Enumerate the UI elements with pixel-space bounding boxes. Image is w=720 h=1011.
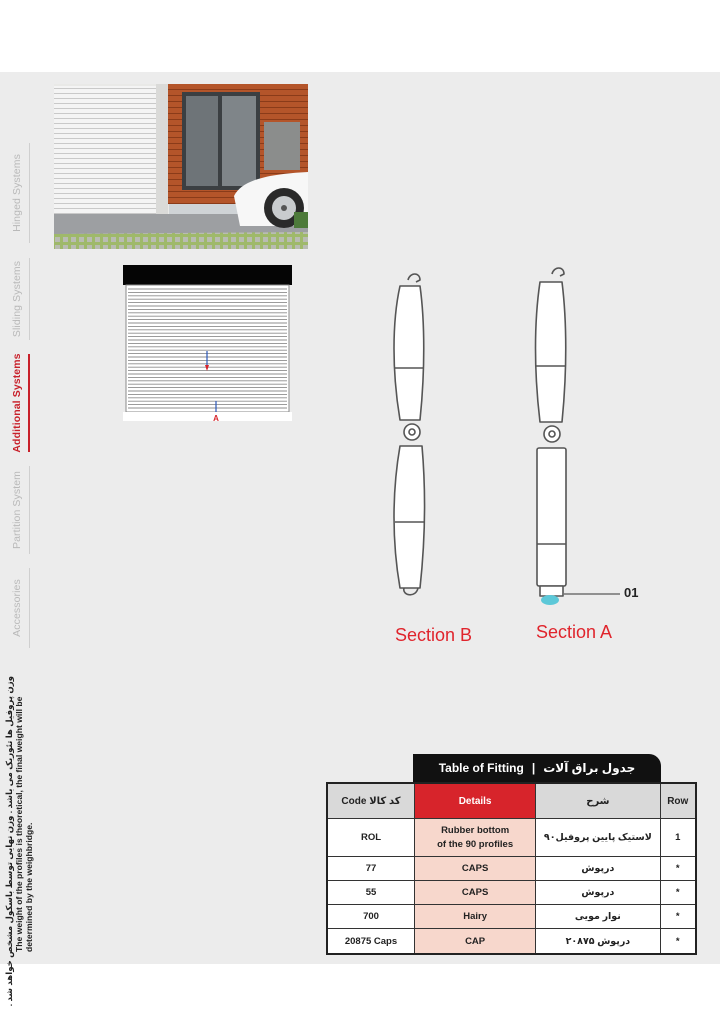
header-details: Details — [414, 783, 535, 819]
shutter-marker-label: A — [213, 414, 219, 421]
shutter-front-view — [123, 265, 292, 421]
table-title-bar — [413, 754, 661, 782]
section-b-label: Section B — [395, 625, 473, 645]
tab-sliding-systems[interactable] — [0, 252, 34, 346]
cell-code: ROL — [327, 819, 414, 857]
tab-additional-systems-label: Additional Systems — [11, 353, 23, 453]
table-title-fa: جدول براق آلات — [543, 761, 636, 775]
rubber-bottom-marker — [541, 595, 559, 605]
table-row — [327, 857, 696, 881]
table-row — [327, 905, 696, 929]
tab-accessories-label: Accessories — [11, 579, 23, 637]
table-row — [327, 929, 696, 954]
cell-details — [414, 819, 535, 857]
profile-sections — [370, 262, 660, 642]
section-a-label: Section A — [536, 622, 613, 642]
cell-desc: لاستیک پایین پروفیل۹۰ — [536, 819, 660, 857]
cell-code: 20875 Caps — [327, 929, 414, 954]
tab-additional-systems[interactable] — [0, 348, 34, 458]
table-row — [327, 881, 696, 905]
cell-details-line2: of the 90 profiles — [437, 839, 514, 850]
tab-divider — [29, 258, 31, 340]
cell-row: 1 — [660, 819, 696, 857]
cell-code: 77 — [327, 857, 414, 881]
cell-row: * — [660, 905, 696, 929]
tab-active-indicator — [28, 354, 30, 452]
cell-details-line1: Rubber bottom — [441, 825, 510, 836]
cell-row: * — [660, 857, 696, 881]
tab-sliding-systems-label: Sliding Systems — [11, 260, 23, 338]
tab-divider — [29, 143, 31, 243]
weight-note-en-1: The weight of the profiles is theoretical, the final weight will be — [14, 696, 24, 952]
tab-divider — [29, 466, 31, 554]
table-title-separator: | — [531, 761, 536, 775]
cell-code: 55 — [327, 881, 414, 905]
table-header-row — [327, 783, 696, 819]
weight-note — [2, 674, 36, 1007]
header-row: Row — [660, 783, 696, 819]
cell-code: 700 — [327, 905, 414, 929]
weight-note-en-2: determined by the weighbridge. — [24, 822, 34, 952]
cell-details: CAP — [414, 929, 535, 954]
header-desc: شرح — [536, 783, 660, 819]
header-code: Code کد کالا — [327, 783, 414, 819]
product-photo — [54, 84, 308, 249]
tab-divider — [29, 568, 31, 648]
table-title-en: Table of Fitting — [438, 761, 524, 775]
cell-row: * — [660, 881, 696, 905]
tab-hinged-systems-label: Hinged Systems — [11, 154, 23, 232]
tab-accessories[interactable] — [0, 562, 34, 654]
cell-desc: درپوش — [536, 857, 660, 881]
tab-partition-system-label: Partition System — [11, 470, 23, 550]
tab-partition-system[interactable] — [0, 460, 34, 560]
cell-desc: درپوش — [536, 881, 660, 905]
callout-01: 01 — [624, 585, 639, 600]
cell-desc: نوار مویی — [536, 905, 660, 929]
table-row — [327, 819, 696, 857]
cell-details: CAPS — [414, 857, 535, 881]
fitting-table — [326, 782, 697, 955]
cell-details: Hairy — [414, 905, 535, 929]
weight-note-fa: وزن پروفیل ها تئوریک می باشد . وزن نهایی توسط باسکول مشخص خواهد شد . — [4, 676, 14, 1007]
tab-hinged-systems[interactable] — [0, 137, 34, 249]
cell-desc: درپوش ۲۰۸۷۵ — [536, 929, 660, 954]
cell-row: * — [660, 929, 696, 954]
cell-details: CAPS — [414, 881, 535, 905]
